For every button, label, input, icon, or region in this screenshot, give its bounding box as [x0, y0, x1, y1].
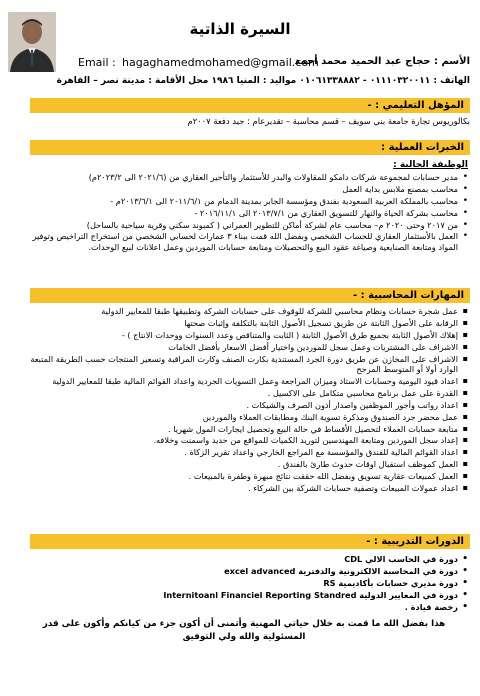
list-item: • دورة في المعايير الدولية Internitoanl Financiel Reporting Standred [20, 590, 470, 601]
email-value: hagaghamedmohamed@gmail.com [122, 56, 319, 69]
list-item: ▪ اعداد القوائم المالية للفندق والمؤسسة مع المراجع الخارجي واعداد تقرير الزكاة . [20, 447, 470, 458]
email-label: Email : [78, 56, 116, 69]
list-item: • من ٢٠١٧ وحتى ٢٠٢٠ م– محاسب عام لشركة أماكن للتطوير العمراني ( كمبوند سكني وقرية سياحية بالساحل) [20, 220, 470, 231]
list-item: ▪ عمل شجرة حسابات ونظام محاسبي للشركة للوقوف على حسابات الشركة وتطبيقها طبقا للمعايير الدولية [20, 306, 470, 317]
list-item: ▪ متابعة حسابات العملاء لتحصيل الأقساط في حالة البيع وتحصيل ايجارات المول شهريا . [20, 424, 470, 435]
list-item: • محاسب بشركة الحياة والنهار للتسويق العقاري من ٢٠١٣/٧/١ الى ٢٠١٦/١١/١ - [20, 208, 470, 219]
list-item: • دورة في المحاسبة الالكترونية والدفترية excel advanced [20, 566, 470, 577]
page-title: السيرة الذاتية [189, 20, 291, 38]
education-line: بكالوريوس تجارة جامعة بني سويف – قسم محاسبة – تقديرعام : جيد دفعة ٢٠٠٧م [187, 116, 470, 126]
list-item: • رخصة قيادة . [20, 602, 470, 613]
list-item: ▪ اعداد رواتب وأجور الموظفين واصدار أذون الصرف والشيكات . [20, 400, 470, 411]
section-header-experience: الخبرات العملية : [30, 140, 470, 155]
list-item: ▪ العمل كمبيعات عقارية تسويق وبفضل الله حققت نتائج مبهرة وطفرة بالمبيعات . [20, 471, 470, 482]
list-item: ▪ اعداد عمولات المبيعات وتصفية حسابات الشركة بين الشركاء . [20, 483, 470, 494]
list-item: • العمل بالأستثمار العقاري للحساب الشخصي وبفضل الله قمت ببناء ٣ عمارات لحسابي الشخصي من استخراج التراخيص وتوفير المواد ومتابعة الصنايعية وصياغة عقود البيع والتحصيلات ومتابعة حسابات الموردين وعمل اعلانات لبيع الوحدات. [20, 231, 470, 252]
section-header-skills: المهارات المحاسبية : - [30, 288, 470, 303]
list-item: ▪ الاشراف على المخازن عن طريق دورة الجرد المستندية بكارت الصنف وكارت المراقبة وتسعير المنتجات حسب الطريقة المتبعة الوارد أولا أو المتوسط المرجح [20, 354, 470, 375]
list-item: ▪ عمل محضر جرد الصندوق ومذكرة تسوية البنك ومطابقات العملاء والموردين [20, 412, 470, 423]
list-item: • دورة مديري حسابات بأكاديمية RS [20, 578, 470, 589]
list-item: • مدير حسابات لمجموعة شركات دامكو للمقاولات والبدر للأستثمار والتأجير العقاري من (٢٠٢١/٦ الى ٢٠٢٣/٢م) [20, 172, 470, 183]
list-item: ▪ القدرة على عمل برنامج محاسبي متكامل على الاكسيل . [20, 388, 470, 399]
list-item: ▪ الرقابة على الأصول الثابتة عن طريق تسجيل الأصول الثابتة بالتكلفة وإثبات صحتها [20, 318, 470, 329]
list-item: ▪ إعداد سجل الموردين ومتابعة المهندسين لتوريد الكميات للمواقع من حديد واسمنت وخلافه. [20, 435, 470, 446]
list-item: • محاسب بالمملكة العربية السعودية بفندق ومؤسسة الجابر بمدينة الدمام من ٢٠١١/٦/١ الى ٢٠١٣/٦/١م - [20, 196, 470, 207]
list-item: • دورة في الحاسب الالي CDL [20, 554, 470, 565]
contact-info-line: الهاتف : ٠١١١٠٣٢٠٠١١ - ٠١٠٦١٣٣٨٨٨٢ مواليد : المنيا ١٩٨٦ محل الأقامة : مدينة نصر – القاهرة [56, 76, 470, 86]
list-item: ▪ الاشراف على المشتريات وعمل سجل للموردين واختيار أفضل الاسعار بأفضل الخامات [20, 342, 470, 353]
list-item: ▪ إهلاك الأصول الثابتة بجميع طرق الأصول الثابتة ( الثابت والمتناقص وعدد السنوات ووحدات الانتاج ) - [20, 330, 470, 341]
experience-list [20, 172, 470, 254]
name-line: الأسم : حجاج عبد الحميد محمد أحمد [294, 56, 470, 67]
list-item: ▪ اعداد قيود اليومية وحسابات الاستاذ وميزان المراجعة وعمل التسويات الجردية واعداد القوائم المالية طبقا للمعايير الدولية [20, 376, 470, 387]
list-item: • محاسب بمصنع ملابس بداية العمل [20, 184, 470, 195]
current-job-label: الوظيفة الحالية : [393, 160, 468, 170]
courses-list [20, 554, 470, 613]
skills-list [20, 306, 470, 495]
section-header-education: المؤهل التعليمي : - [30, 98, 470, 113]
email-row [78, 56, 470, 72]
section-header-courses: الدورات التدريبية : - [30, 534, 470, 549]
closing-statement: هذا بفضل الله ما قمت به خلال حياتي المهنية وأتمنى أن أكون جزء من كيانكم وأكون على قدر المسئولية والله ولي التوفيق [42, 619, 446, 642]
list-item: ▪ العمل كموظف استقبال اوقات حدوث طارئ بالفندق . [20, 459, 470, 470]
